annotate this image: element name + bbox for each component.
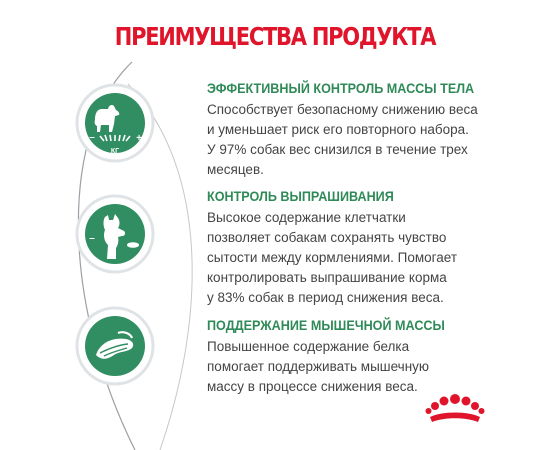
benefit-text-line: позволяет собакам сохранять чувство	[207, 230, 447, 245]
benefit-text-line: месяцев.	[207, 162, 264, 177]
benefit-heading: КОНТРОЛЬ ВЫПРАШИВАНИЯ	[207, 188, 394, 204]
benefit-muscle-mass	[207, 317, 537, 397]
page-title: ПРЕИМУЩЕСТВА ПРОДУКТА	[114, 22, 436, 51]
benefit-heading: ПОДДЕРЖАНИЕ МЫШЕЧНОЙ МАССЫ	[207, 317, 445, 333]
benefit-text-line: сытости между кормлениями. Помогает	[207, 250, 458, 265]
unit-label-kg: КГ	[110, 148, 120, 155]
benefit-text-line: Высокое содержание клетчатки	[207, 210, 406, 225]
benefit-text-line: Способствует безопасному снижению веса	[207, 102, 478, 117]
muscle-icon	[74, 305, 156, 387]
minus-sign: –	[89, 233, 95, 244]
benefit-text-line: у 83% собак в период снижения веса.	[207, 290, 444, 305]
benefit-text-line: Повышенное содержание белка	[207, 339, 410, 354]
benefit-text-line: помогает поддерживать мышечную	[207, 359, 430, 374]
dog-on-scale-icon	[74, 82, 156, 164]
benefit-text-line: контролировать выпрашивание корма	[207, 270, 447, 285]
benefit-text-line: и уменьшает риск его повторного набора.	[207, 122, 469, 137]
plus-sign: +	[136, 133, 142, 144]
benefit-text-line: массу в процессе снижения веса.	[207, 379, 418, 394]
dog-begging-icon	[74, 193, 156, 275]
benefit-weight-control	[207, 80, 537, 180]
royal-canin-crown-icon	[424, 390, 486, 424]
minus-sign: –	[89, 132, 95, 143]
benefit-begging-control	[207, 188, 537, 308]
benefit-heading: ЭФФЕКТИВНЫЙ КОНТРОЛЬ МАССЫ ТЕЛА	[207, 80, 475, 96]
benefit-text-line: У 97% собак вес снизился в течение трех	[207, 142, 468, 157]
